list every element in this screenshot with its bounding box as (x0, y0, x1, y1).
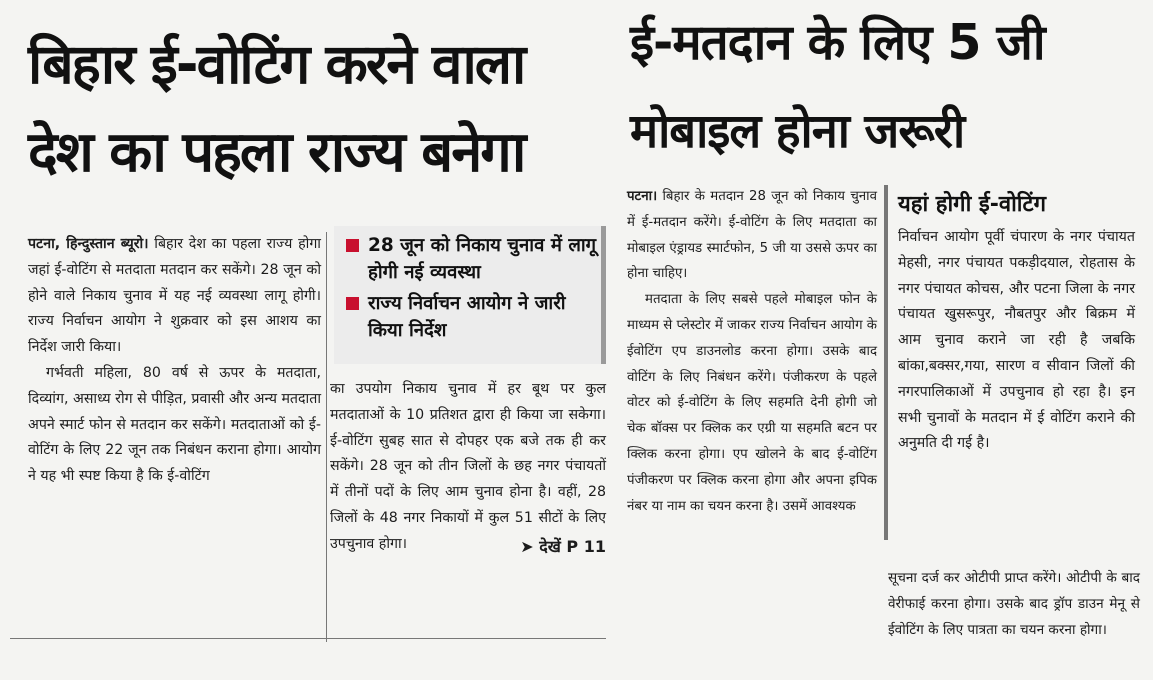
right-story-dateline: पटना। (627, 189, 658, 204)
left-story-para-1-text: बिहार देश का पहला राज्य होगा जहां ई-वोटिंग से मतदाता मतदान कर सकेंगे। 28 जून को होने वाले निकाय चुनाव में यह नई व्यवस्था लागू होगी। राज्य निर्वाचन आयोग ने शुक्रवार को इस आशय का निर्देश जारी किया। (28, 236, 321, 356)
right-story-para-2: मतदाता के लिए सबसे पहले मोबाइल फोन के माध्यम से प्लेस्टोर में जाकर राज्य निर्वाचन आयोग के ईवोटिंग एप डाउनलोड करना होगा। उसके बाद वोटिंग के लिए निबंधन करेंगे। पंजीकरण के पहले वोटर को ई-वोटिंग के लिए सहमति देनी होगी जो चेक बॉक्स पर क्लिक कर एग्री या सहमति बटन पर क्लिक करना होगा। एप खोलने के बाद ई-वोटिंग पंजीकरण पर क्लिक करना होगा और अपना इपिक नंबर या नाम का चयन करना है। उसमें आवश्यक (627, 292, 878, 514)
highlight-item (344, 232, 597, 286)
sidebox-body: निर्वाचन आयोग पूर्वी चंपारण के नगर पंचायत मेहसी, नगर पंचायत पकड़ीदयाल, रोहतास के नगर पंचायत कोचस, और पटना जिला के नगर पंचायत खुसरूपुर, नौबतपुर और बिक्रम में आम चुनाव कराने जा रही है जबकि बांका,बक्सर,गया, सारण व सीवान जिलों की नगरपालिकाओं में उपचुनाव हो रहा है। इन सभी चुनावों के मतदान में ई वोटिंग कराने की अनुमति दी गई है। (898, 229, 1135, 452)
see-page-link[interactable]: ➤ देखें P 11 (520, 536, 606, 556)
left-story-para-2: गर्भवती महिला, 80 वर्ष से ऊपर के मतदाता, दिव्यांग, असाध्य रोग से पीड़ित, प्रवासी और अन्य मतदाता अपने स्मार्ट फोन से मतदान कर सकेंगे। मतदाताओं को ई-वोटिंग के लिए 22 जून तक निबंधन कराना होगा। आयोग ने यह भी स्पष्ट किया है कि ई-वोटिंग (28, 364, 321, 485)
e-voting-locations-box (884, 185, 1139, 540)
highlight-text: राज्य निर्वाचन आयोग ने जारी किया निर्देश (368, 293, 566, 341)
right-story-continuation: सूचना दर्ज कर ओटीपी प्राप्त करेंगे। ओटीपी के बाद वेरीफाई करना होगा। उसके बाद ड्रॉप डाउन मेनू से ईवोटिंग के लिए पात्रता का चयन करना होगा। (888, 570, 1140, 638)
right-story-para-1 (627, 184, 877, 287)
left-story-para-1 (28, 232, 321, 361)
red-square-bullet-icon (346, 239, 359, 252)
left-story-bottom-rule (10, 638, 606, 639)
left-story-column-2 (330, 377, 606, 632)
highlights-box (334, 226, 606, 364)
sidebox-title: यहां होगी ई-वोटिंग (898, 192, 1046, 217)
right-story-column-1 (627, 184, 877, 674)
left-story-col2-body: का उपयोग निकाय चुनाव में हर बूथ पर कुल मतदाताओं के 10 प्रतिशत द्वारा ही किया जा सकेगा। ई-वोटिंग सुबह सात से दोपहर एक बजे तक ही कर सकेंगे। 28 जून को तीन जिलों के छह नगर पंचायतों में तीनों पदों के लिए आम चुनाव होना है। वहीं, 28 जिलों के 48 नगर निकायों में कुल 51 सीटों के लिए उपचुनाव होगा। (330, 381, 606, 552)
left-story-column-1 (28, 232, 321, 642)
right-headline-line1: ई-मतदान के लिए 5 जी (630, 14, 1045, 71)
highlight-item (344, 290, 597, 344)
right-story-para-1-text: बिहार के मतदान 28 जून को निकाय चुनाव में ई-मतदान करेंगे। ई-वोटिंग के लिए मतदाता का मोबाइल एंड्रायड स्मार्टफोन, 5 जी या उससे ऊपर का होना चाहिए। (627, 189, 877, 282)
left-story-col2-text (330, 377, 606, 558)
left-headline-line1: बिहार ई-वोटिंग करने वाला (28, 32, 525, 96)
left-headline-line2: देश का पहला राज्य बनेगा (28, 120, 525, 185)
red-square-bullet-icon (346, 297, 359, 310)
right-headline-line2: मोबाइल होना जरूरी (630, 104, 965, 159)
right-story-column-2-continuation (888, 566, 1140, 676)
left-story-dateline: पटना, हिन्दुस्तान ब्यूरो। (28, 236, 149, 252)
left-column-divider (326, 232, 327, 642)
highlight-text: 28 जून को निकाय चुनाव में लागू होगी नई व्यवस्था (368, 235, 597, 283)
